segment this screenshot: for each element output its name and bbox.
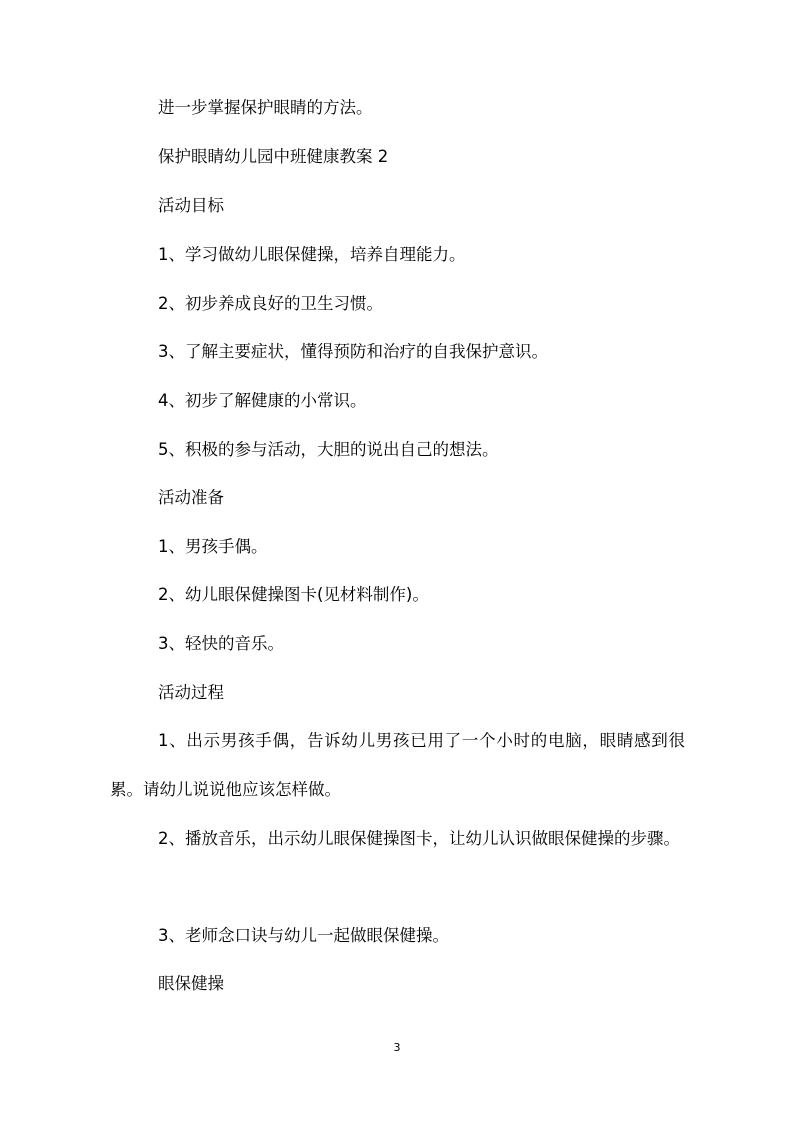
list-item: 4、初步了解健康的小常识。 — [158, 391, 367, 410]
section-title: 保护眼睛幼儿园中班健康教案 2 — [158, 147, 389, 166]
list-item: 1、出示男孩手偶，告诉幼儿男孩已用了一个小时的电脑，眼睛感到很累。请幼儿说说他应该怎样做。 — [110, 731, 685, 799]
list-item: 1、男孩手偶。 — [158, 537, 268, 556]
list-item: 2、播放音乐，出示幼儿眼保健操图卡，让幼儿认识做眼保健操的步骤。 — [158, 829, 680, 848]
list-item: 3、了解主要症状，懂得预防和治疗的自我保护意识。 — [158, 342, 548, 361]
section-heading: 活动准备 — [158, 488, 224, 507]
section-heading: 眼保健操 — [158, 974, 224, 993]
list-item: 2、初步养成良好的卫生习惯。 — [158, 294, 383, 313]
list-item: 3、轻快的音乐。 — [158, 634, 284, 653]
section-heading: 活动目标 — [158, 196, 224, 215]
paragraph: 进一步掌握保护眼睛的方法。 — [158, 98, 373, 117]
page-number: 3 — [393, 1041, 401, 1054]
list-item: 1、学习做幼儿眼保健操，培养自理能力。 — [158, 245, 466, 264]
list-item: 5、积极的参与活动，大胆的说出自己的想法。 — [158, 440, 499, 459]
list-item: 2、幼儿眼保健操图卡(见材料制作)。 — [158, 585, 429, 604]
section-heading: 活动过程 — [158, 683, 224, 702]
list-item: 3、老师念口诀与幼儿一起做眼保健操。 — [158, 926, 449, 945]
